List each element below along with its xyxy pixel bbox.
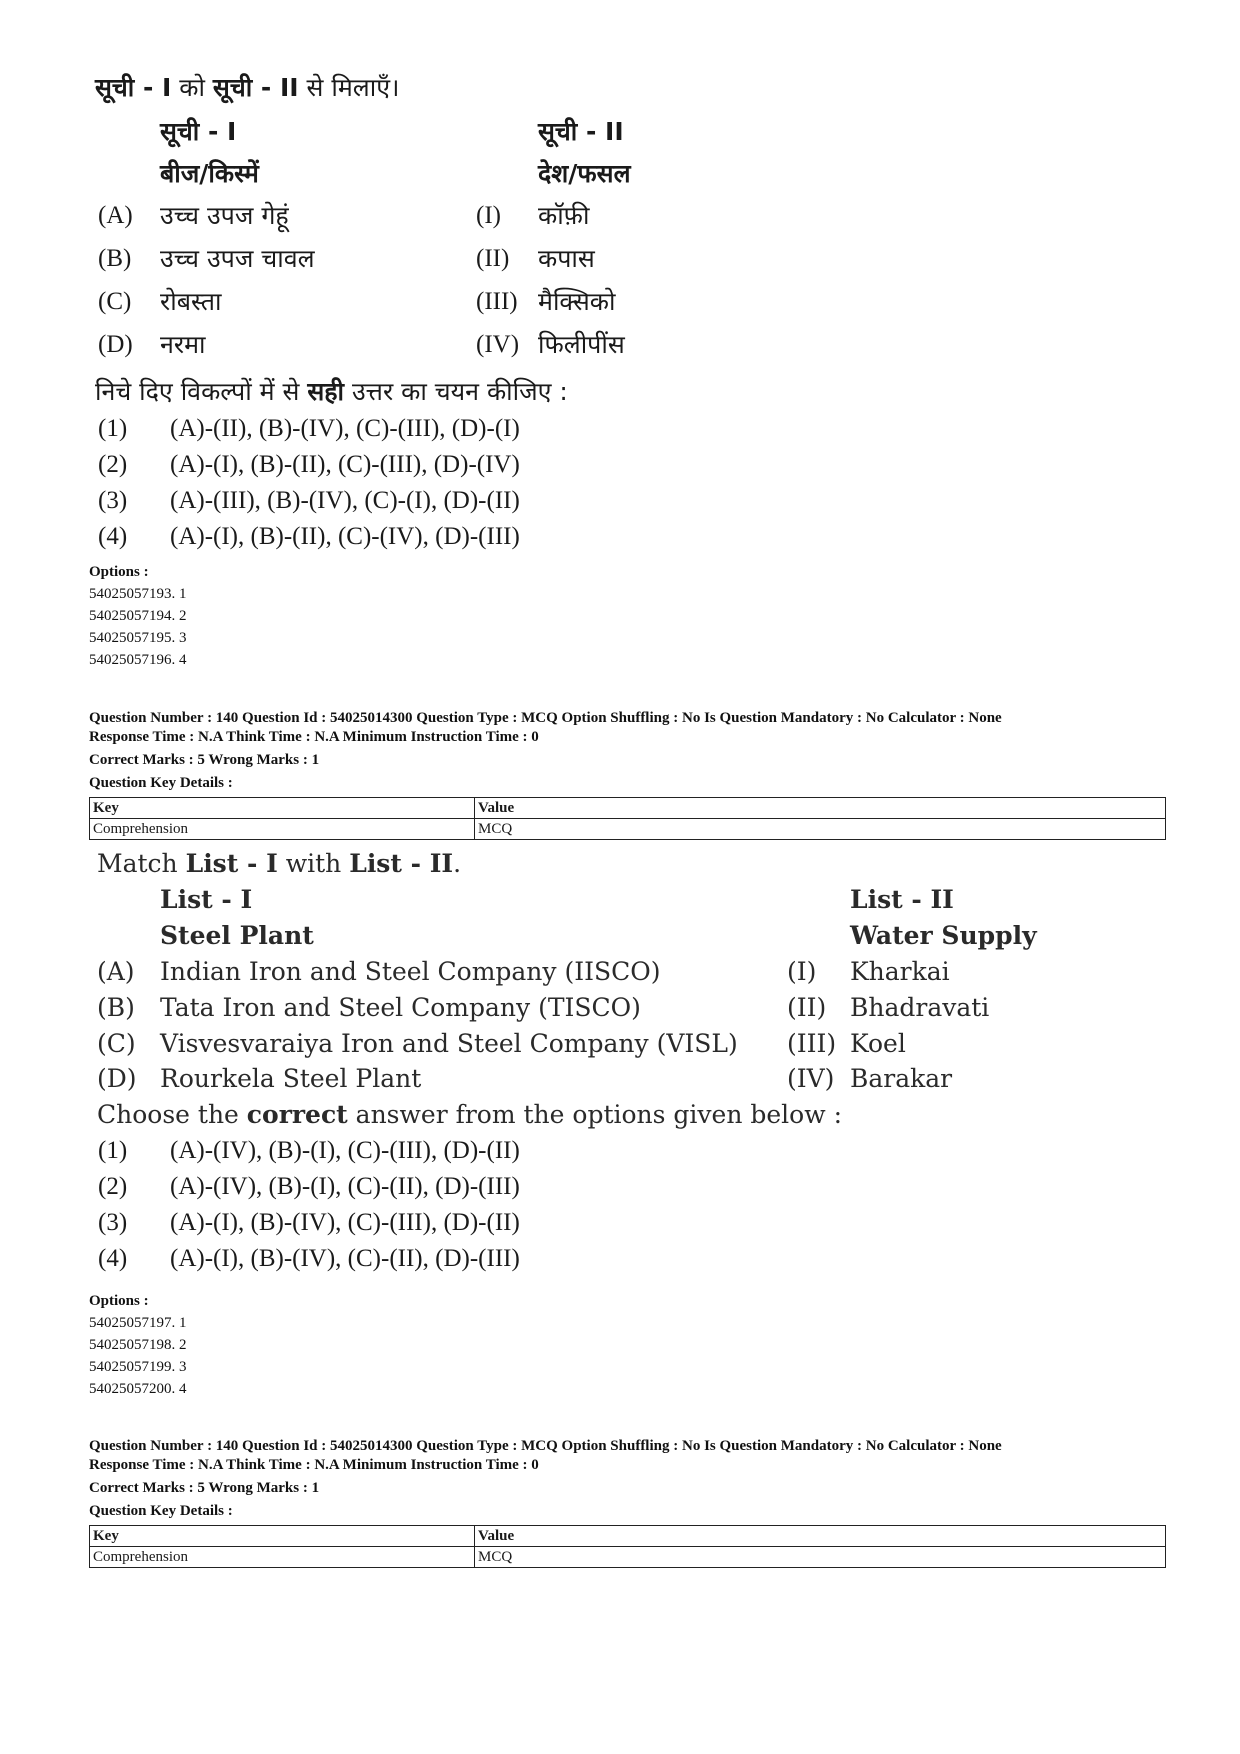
english-row-right-label: (IV) [787, 1064, 835, 1093]
hindi-answer-option [98, 487, 520, 515]
english-answer-option [98, 1209, 520, 1237]
english-list2-header: Water Supply [850, 921, 1037, 950]
answer-text: (A)-(IV), (B)-(I), (C)-(III), (D)-(II) [170, 1137, 520, 1164]
hindi-choose-correct: सही [307, 377, 345, 406]
question-marks: Correct Marks : 5 Wrong Marks : 1 [89, 752, 320, 768]
english-list1-header: Steel Plant [160, 921, 314, 950]
english-answer-option [98, 1173, 520, 1201]
english-instruction-list1: List - I [185, 849, 278, 878]
english-choose-start: Choose the [97, 1100, 247, 1129]
question-key-details: Question Key Details : [89, 775, 233, 791]
option-id: 54025057198. 2 [89, 1337, 187, 1353]
hindi-list2-title: सूची - II [538, 117, 624, 146]
hindi-list1-title: सूची - I [160, 117, 237, 146]
option-id: 54025057197. 1 [89, 1315, 187, 1331]
table-header-key: Key [90, 798, 475, 819]
hindi-answer-option [98, 451, 520, 479]
hindi-row-right-text: मैक्सिको [538, 287, 616, 316]
options-label: Options : [89, 564, 149, 580]
hindi-row-left-label: (A) [98, 202, 133, 229]
english-row-right-text: Bhadravati [850, 993, 990, 1022]
english-instruction-dot: . [453, 849, 462, 878]
question-meta-line: Response Time : N.A Think Time : N.A Minimum Instruction Time : 0 [89, 729, 539, 745]
english-row-right-text: Barakar [850, 1064, 953, 1093]
hindi-row-right-label: (II) [476, 245, 510, 272]
hindi-instruction-list2: सूची - II [212, 73, 299, 102]
english-instruction-match: Match [97, 849, 186, 878]
table-cell-value: MCQ [475, 819, 1166, 840]
answer-number: (2) [98, 1173, 128, 1200]
hindi-row-right-label: (III) [476, 288, 518, 315]
hindi-instruction-end: से मिलाएँ। [298, 73, 400, 102]
answer-text: (A)-(III), (B)-(IV), (C)-(I), (D)-(II) [170, 487, 520, 514]
hindi-row-right-label: (IV) [476, 331, 520, 358]
english-row-right-label: (II) [787, 993, 827, 1022]
table-cell-value: MCQ [475, 1547, 1166, 1568]
hindi-list2-header: देश/फसल [538, 159, 631, 188]
hindi-instruction-ko: को [171, 73, 213, 102]
hindi-answer-option [98, 415, 520, 443]
answer-number: (3) [98, 1209, 128, 1236]
english-row-left-text: Indian Iron and Steel Company (IISCO) [160, 957, 661, 986]
answer-text: (A)-(I), (B)-(IV), (C)-(III), (D)-(II) [170, 1209, 520, 1236]
table-header-key: Key [90, 1526, 475, 1547]
table-header-value: Value [475, 1526, 1166, 1547]
hindi-choose-start: निचे दिए विकल्पों में से [95, 377, 308, 406]
english-instruction [97, 849, 461, 878]
question-key-details: Question Key Details : [89, 1503, 233, 1519]
table-cell-key: Comprehension [90, 1547, 475, 1568]
hindi-row-right-text: कॉफ़ी [538, 201, 590, 230]
hindi-row-left-text: नरमा [160, 330, 206, 359]
options-block [89, 1290, 187, 1400]
key-value-table [89, 1525, 1166, 1568]
question-meta-line: Response Time : N.A Think Time : N.A Minimum Instruction Time : 0 [89, 1457, 539, 1473]
answer-number: (3) [98, 487, 128, 514]
answer-number: (4) [98, 1245, 128, 1272]
english-row-left-label: (C) [97, 1029, 136, 1058]
table-header-value: Value [475, 798, 1166, 819]
answer-text: (A)-(I), (B)-(IV), (C)-(II), (D)-(III) [170, 1245, 520, 1272]
answer-number: (2) [98, 451, 128, 478]
hindi-choose-instruction [95, 374, 568, 408]
answer-number: (4) [98, 523, 128, 550]
option-id: 54025057199. 3 [89, 1359, 187, 1375]
question-marks: Correct Marks : 5 Wrong Marks : 1 [89, 1480, 320, 1496]
question-meta-line: Question Number : 140 Question Id : 54025014300 Question Type : MCQ Option Shuffling : No Is Question Mandatory : No Calculator : None [89, 1438, 1002, 1454]
english-answer-option [98, 1137, 520, 1165]
english-row-left-label: (D) [97, 1064, 137, 1093]
english-instruction-with: with [277, 849, 350, 878]
hindi-row-right-text: कपास [538, 244, 595, 273]
english-list1-title: List - I [160, 885, 253, 914]
english-row-left-label: (A) [97, 957, 135, 986]
hindi-instruction-list1: सूची - I [95, 73, 172, 102]
answer-text: (A)-(I), (B)-(II), (C)-(IV), (D)-(III) [170, 523, 520, 550]
hindi-row-right-label: (I) [476, 202, 501, 229]
option-id: 54025057194. 2 [89, 608, 187, 624]
hindi-row-left-text: रोबस्ता [160, 287, 222, 316]
hindi-answer-option [98, 523, 520, 551]
question-meta-line: Question Number : 140 Question Id : 54025014300 Question Type : MCQ Option Shuffling : No Is Question Mandatory : No Calculator : None [89, 710, 1002, 726]
english-row-right-label: (III) [787, 1029, 837, 1058]
answer-text: (A)-(I), (B)-(II), (C)-(III), (D)-(IV) [170, 451, 520, 478]
answer-number: (1) [98, 415, 128, 442]
english-choose-instruction [97, 1100, 842, 1129]
hindi-choose-end: उत्तर का चयन कीजिए : [344, 377, 568, 406]
hindi-list1-header: बीज/किस्में [160, 159, 259, 188]
english-row-right-text: Kharkai [850, 957, 950, 986]
english-instruction-list2: List - II [349, 849, 454, 878]
hindi-row-right-text: फिलीपींस [538, 330, 625, 359]
hindi-row-left-text: उच्च उपज गेहूं [160, 201, 289, 230]
option-id: 54025057195. 3 [89, 630, 187, 646]
options-block [89, 561, 187, 671]
option-id: 54025057196. 4 [89, 652, 187, 668]
english-choose-end: answer from the options given below : [347, 1100, 842, 1129]
options-label: Options : [89, 1293, 149, 1309]
hindi-instruction [95, 70, 400, 104]
answer-number: (1) [98, 1137, 128, 1164]
answer-text: (A)-(II), (B)-(IV), (C)-(III), (D)-(I) [170, 415, 520, 442]
hindi-row-left-label: (B) [98, 245, 132, 272]
option-id: 54025057200. 4 [89, 1381, 187, 1397]
english-row-right-label: (I) [787, 957, 817, 986]
hindi-row-left-label: (C) [98, 288, 132, 315]
table-cell-key: Comprehension [90, 819, 475, 840]
answer-text: (A)-(IV), (B)-(I), (C)-(II), (D)-(III) [170, 1173, 520, 1200]
english-list2-title: List - II [850, 885, 954, 914]
english-choose-correct: correct [246, 1100, 348, 1129]
english-answer-option [98, 1245, 520, 1273]
english-row-left-label: (B) [97, 993, 135, 1022]
option-id: 54025057193. 1 [89, 586, 187, 602]
english-row-left-text: Tata Iron and Steel Company (TISCO) [160, 993, 641, 1022]
english-row-left-text: Rourkela Steel Plant [160, 1064, 422, 1093]
key-value-table [89, 797, 1166, 840]
hindi-row-left-label: (D) [98, 331, 133, 358]
hindi-row-left-text: उच्च उपज चावल [160, 244, 315, 273]
english-row-right-text: Koel [850, 1029, 906, 1058]
english-row-left-text: Visvesvaraiya Iron and Steel Company (VISL) [160, 1029, 738, 1058]
